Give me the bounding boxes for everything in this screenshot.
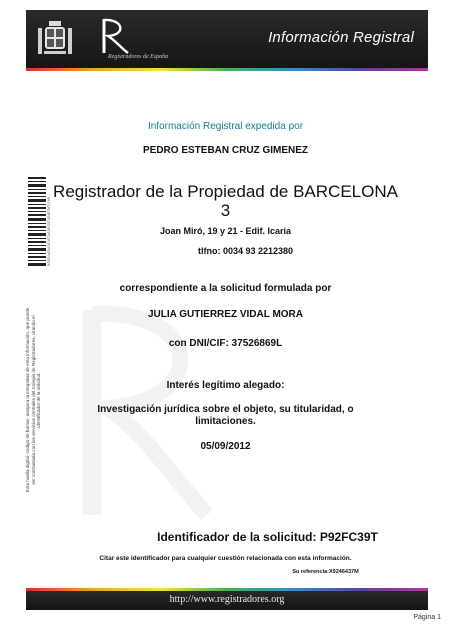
registry-name: Registrador de la Propiedad de BARCELONA bbox=[53, 182, 398, 201]
issuer-name: PEDRO ESTEBAN CRUZ GIMENEZ bbox=[142, 145, 308, 156]
interest-text-line1: Investigación jurídica sobre el objeto, su titularidad, o bbox=[97, 404, 354, 415]
registradores-logo-icon bbox=[100, 17, 130, 55]
barcode-note: Esta huella digital -código de barras- asegura la integridad de esta información, que puede ser contrastada con los servicios centrales del Colegio de Registradores, citando el identificador de la solicitud. bbox=[25, 307, 42, 493]
barcode-code: 9A9A3A6A0C6C0A0F03706BF8F0766 bbox=[46, 196, 51, 266]
request-identifier: Identificador de la solicitud: P92FC39T bbox=[157, 530, 378, 544]
registry-address: Joan Miró, 19 y 21 - Edif. Icaria bbox=[159, 226, 292, 236]
header-color-strip bbox=[26, 68, 428, 71]
footer-band bbox=[26, 591, 428, 610]
interest-text-line2: limitaciones. bbox=[195, 416, 256, 427]
coat-of-arms-icon bbox=[36, 20, 74, 60]
page-number: Página 1 bbox=[413, 614, 441, 621]
brand-name: Registradores de España bbox=[108, 54, 169, 60]
footer-url[interactable]: http://www.registradores.org bbox=[169, 594, 285, 605]
header-band bbox=[26, 10, 428, 68]
request-label: correspondiente a la solicitud formulada por bbox=[119, 283, 332, 294]
registry-phone: tlfno: 0034 93 2212380 bbox=[197, 246, 294, 256]
header-title: Información Registral bbox=[268, 29, 414, 46]
registry-number: 3 bbox=[220, 201, 231, 220]
interest-label: Interés legítimo alegado: bbox=[166, 380, 285, 391]
requester-id: con DNI/CIF: 37526869L bbox=[168, 338, 283, 349]
issue-date: 05/09/2012 bbox=[200, 441, 251, 452]
reference: Su referencia:X9246437M bbox=[292, 569, 359, 575]
cite-note: Citar este identificador para cualquier cuestión relacionada con esta información. bbox=[99, 555, 352, 562]
issued-by-label: Información Registral expedida por bbox=[147, 121, 304, 132]
requester-name: JULIA GUTIERREZ VIDAL MORA bbox=[147, 309, 303, 320]
